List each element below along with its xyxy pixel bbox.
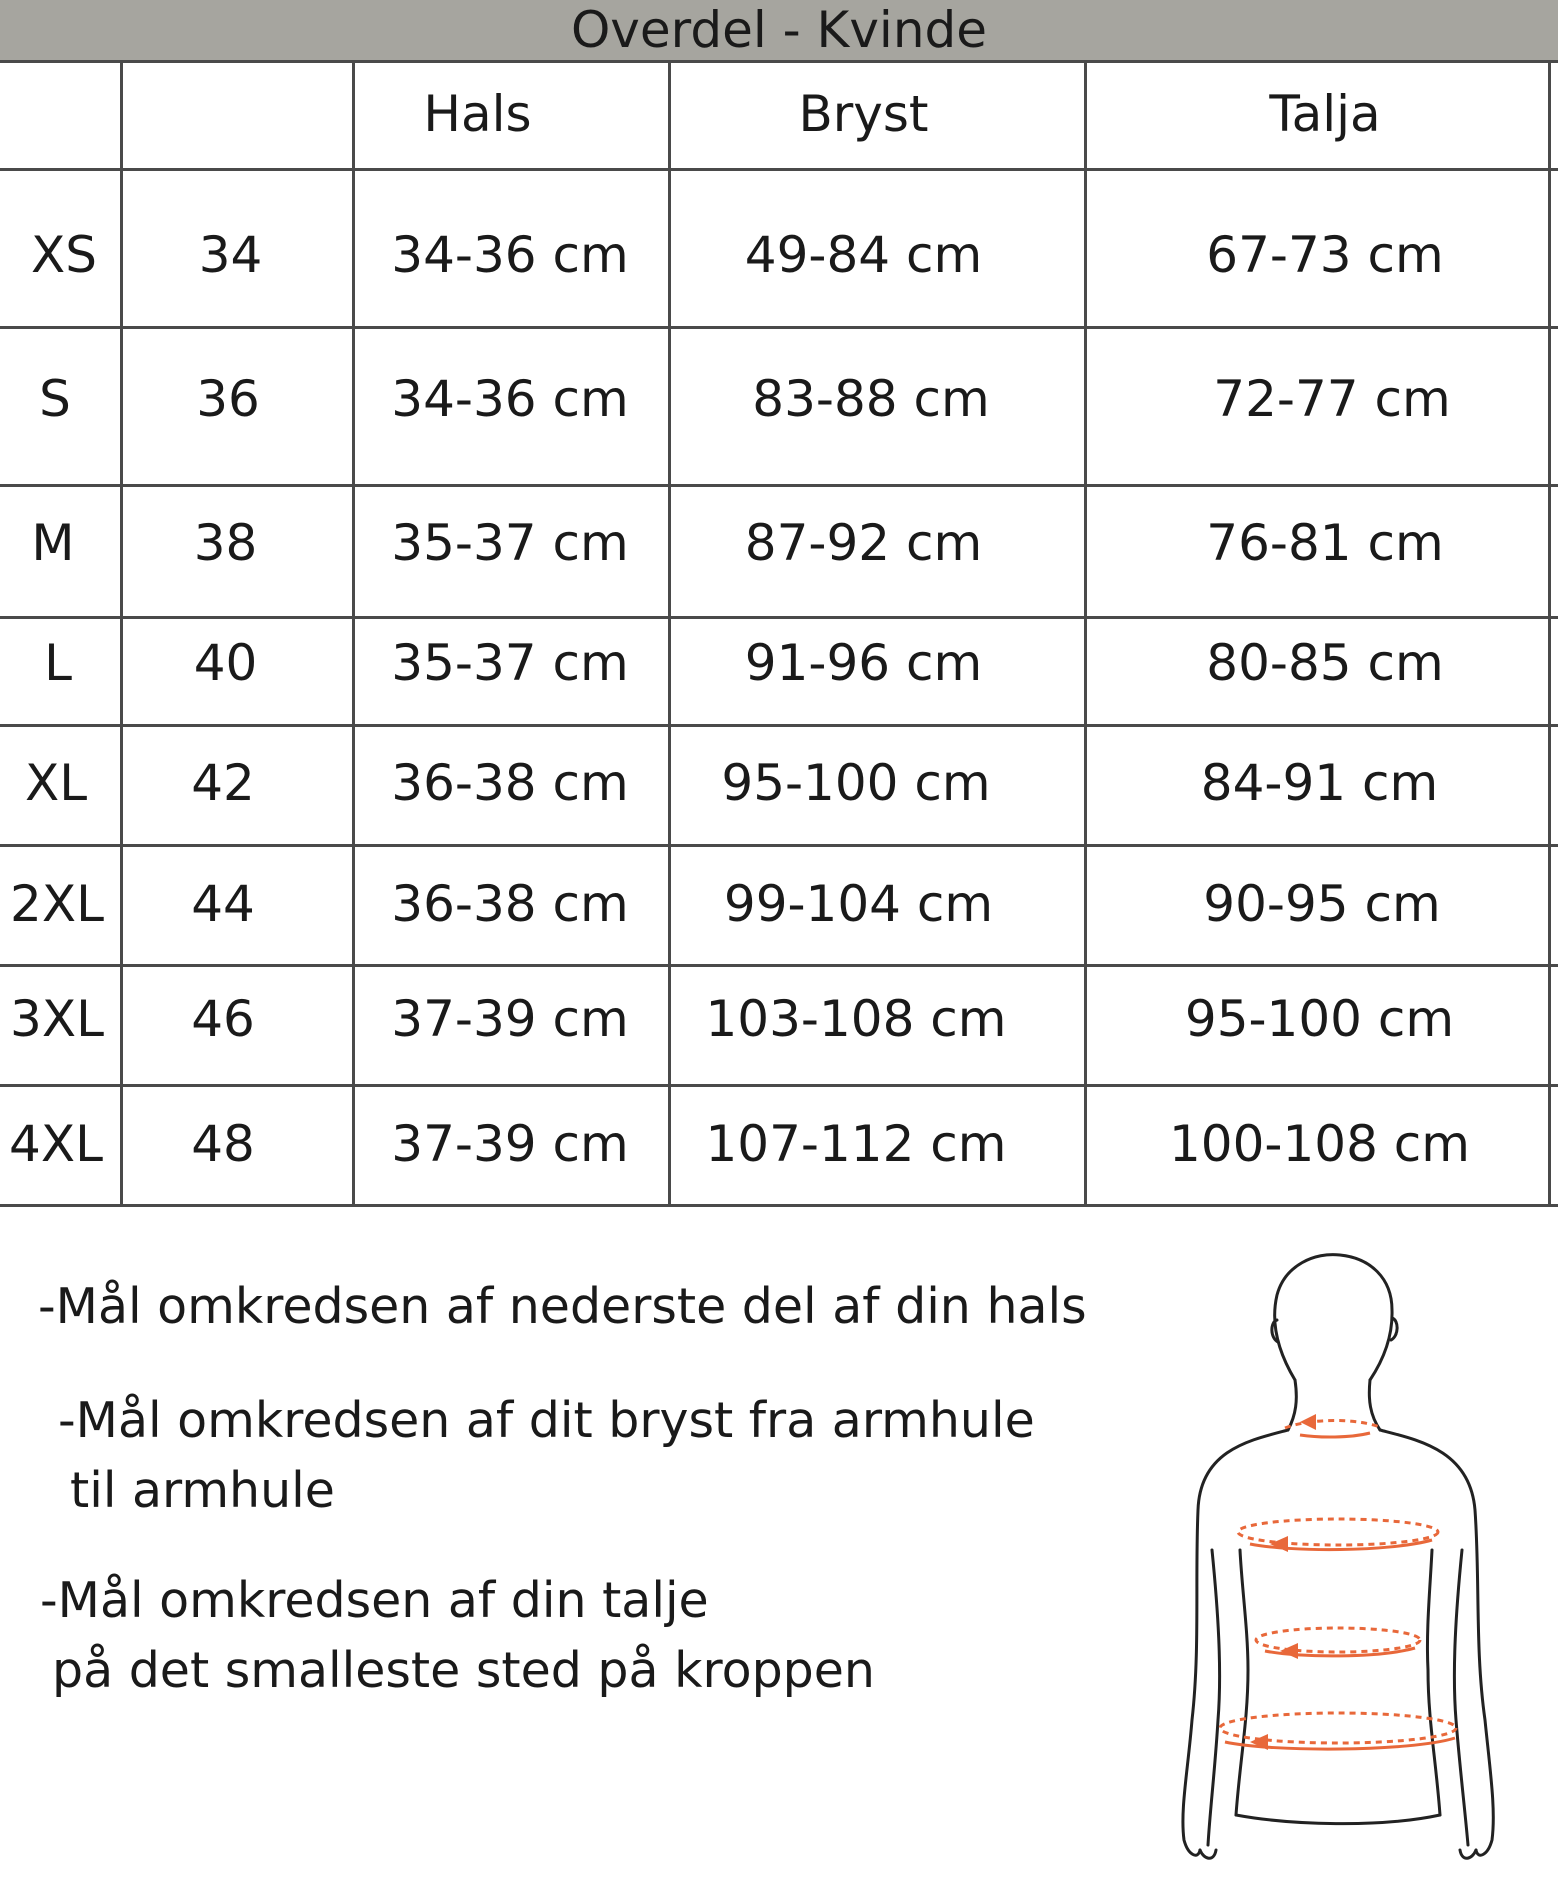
hals-value: 35-37 cm bbox=[391, 514, 629, 572]
waist-instruction-line1: -Mål omkredsen af din talje bbox=[40, 1572, 709, 1629]
chest-instruction-line2: til armhule bbox=[70, 1462, 335, 1519]
header-talja: Talja bbox=[1269, 85, 1381, 143]
size-label: S bbox=[39, 370, 71, 428]
bryst-value: 95-100 cm bbox=[721, 754, 991, 812]
body-measurement-icon bbox=[1170, 1250, 1510, 1865]
hals-value: 35-37 cm bbox=[391, 634, 629, 692]
size-number: 42 bbox=[191, 754, 255, 812]
header-hals: Hals bbox=[423, 85, 532, 143]
waist-instruction-line2: på det smalleste sted på kroppen bbox=[52, 1642, 875, 1699]
neck-instruction: -Mål omkredsen af nederste del af din hals bbox=[38, 1278, 1087, 1335]
talja-value: 84-91 cm bbox=[1200, 754, 1439, 812]
size-number: 34 bbox=[198, 226, 263, 284]
talja-value: 76-81 cm bbox=[1206, 514, 1444, 572]
row-divider bbox=[0, 1204, 1558, 1207]
size-number: 46 bbox=[191, 990, 255, 1048]
hals-value: 34-36 cm bbox=[391, 226, 629, 284]
table-title: Overdel - Kvinde bbox=[0, 0, 1558, 63]
size-label: 2XL bbox=[10, 875, 104, 933]
size-number: 36 bbox=[196, 370, 260, 428]
hals-value: 36-38 cm bbox=[391, 754, 629, 812]
talja-value: 90-95 cm bbox=[1203, 875, 1441, 933]
bryst-value: 49-84 cm bbox=[744, 226, 983, 284]
row-divider bbox=[0, 484, 1558, 487]
talja-value: 95-100 cm bbox=[1184, 990, 1455, 1048]
talja-value: 67-73 cm bbox=[1206, 226, 1444, 284]
talja-value: 80-85 cm bbox=[1206, 634, 1444, 692]
size-number: 48 bbox=[191, 1115, 255, 1173]
size-label: L bbox=[44, 634, 72, 692]
row-divider bbox=[0, 844, 1558, 847]
hals-value: 37-39 cm bbox=[391, 990, 629, 1048]
header-bryst: Bryst bbox=[798, 85, 929, 143]
size-number: 40 bbox=[193, 634, 258, 692]
bryst-value: 103-108 cm bbox=[705, 990, 1007, 1048]
row-divider bbox=[0, 616, 1558, 619]
row-divider bbox=[0, 168, 1558, 171]
size-label: XL bbox=[24, 754, 88, 812]
bryst-value: 83-88 cm bbox=[752, 370, 990, 428]
bryst-value: 107-112 cm bbox=[705, 1115, 1007, 1173]
row-divider bbox=[0, 326, 1558, 329]
size-label: 4XL bbox=[9, 1115, 103, 1173]
hals-value: 37-39 cm bbox=[391, 1115, 629, 1173]
bryst-value: 99-104 cm bbox=[723, 875, 994, 933]
size-number: 38 bbox=[193, 514, 258, 572]
talja-value: 100-108 cm bbox=[1168, 1115, 1470, 1173]
size-label: M bbox=[31, 514, 75, 572]
row-divider bbox=[0, 1084, 1558, 1087]
row-divider bbox=[0, 724, 1558, 727]
talja-value: 72-77 cm bbox=[1213, 370, 1451, 428]
row-divider bbox=[0, 964, 1558, 967]
size-label: XS bbox=[31, 226, 97, 284]
size-label: 3XL bbox=[10, 990, 104, 1048]
bryst-value: 91-96 cm bbox=[744, 634, 983, 692]
hals-value: 34-36 cm bbox=[391, 370, 629, 428]
size-number: 44 bbox=[191, 875, 255, 933]
bryst-value: 87-92 cm bbox=[744, 514, 983, 572]
size-table bbox=[0, 63, 1558, 1213]
hals-value: 36-38 cm bbox=[391, 875, 629, 933]
chest-instruction-line1: -Mål omkredsen af dit bryst fra armhule bbox=[58, 1392, 1035, 1449]
